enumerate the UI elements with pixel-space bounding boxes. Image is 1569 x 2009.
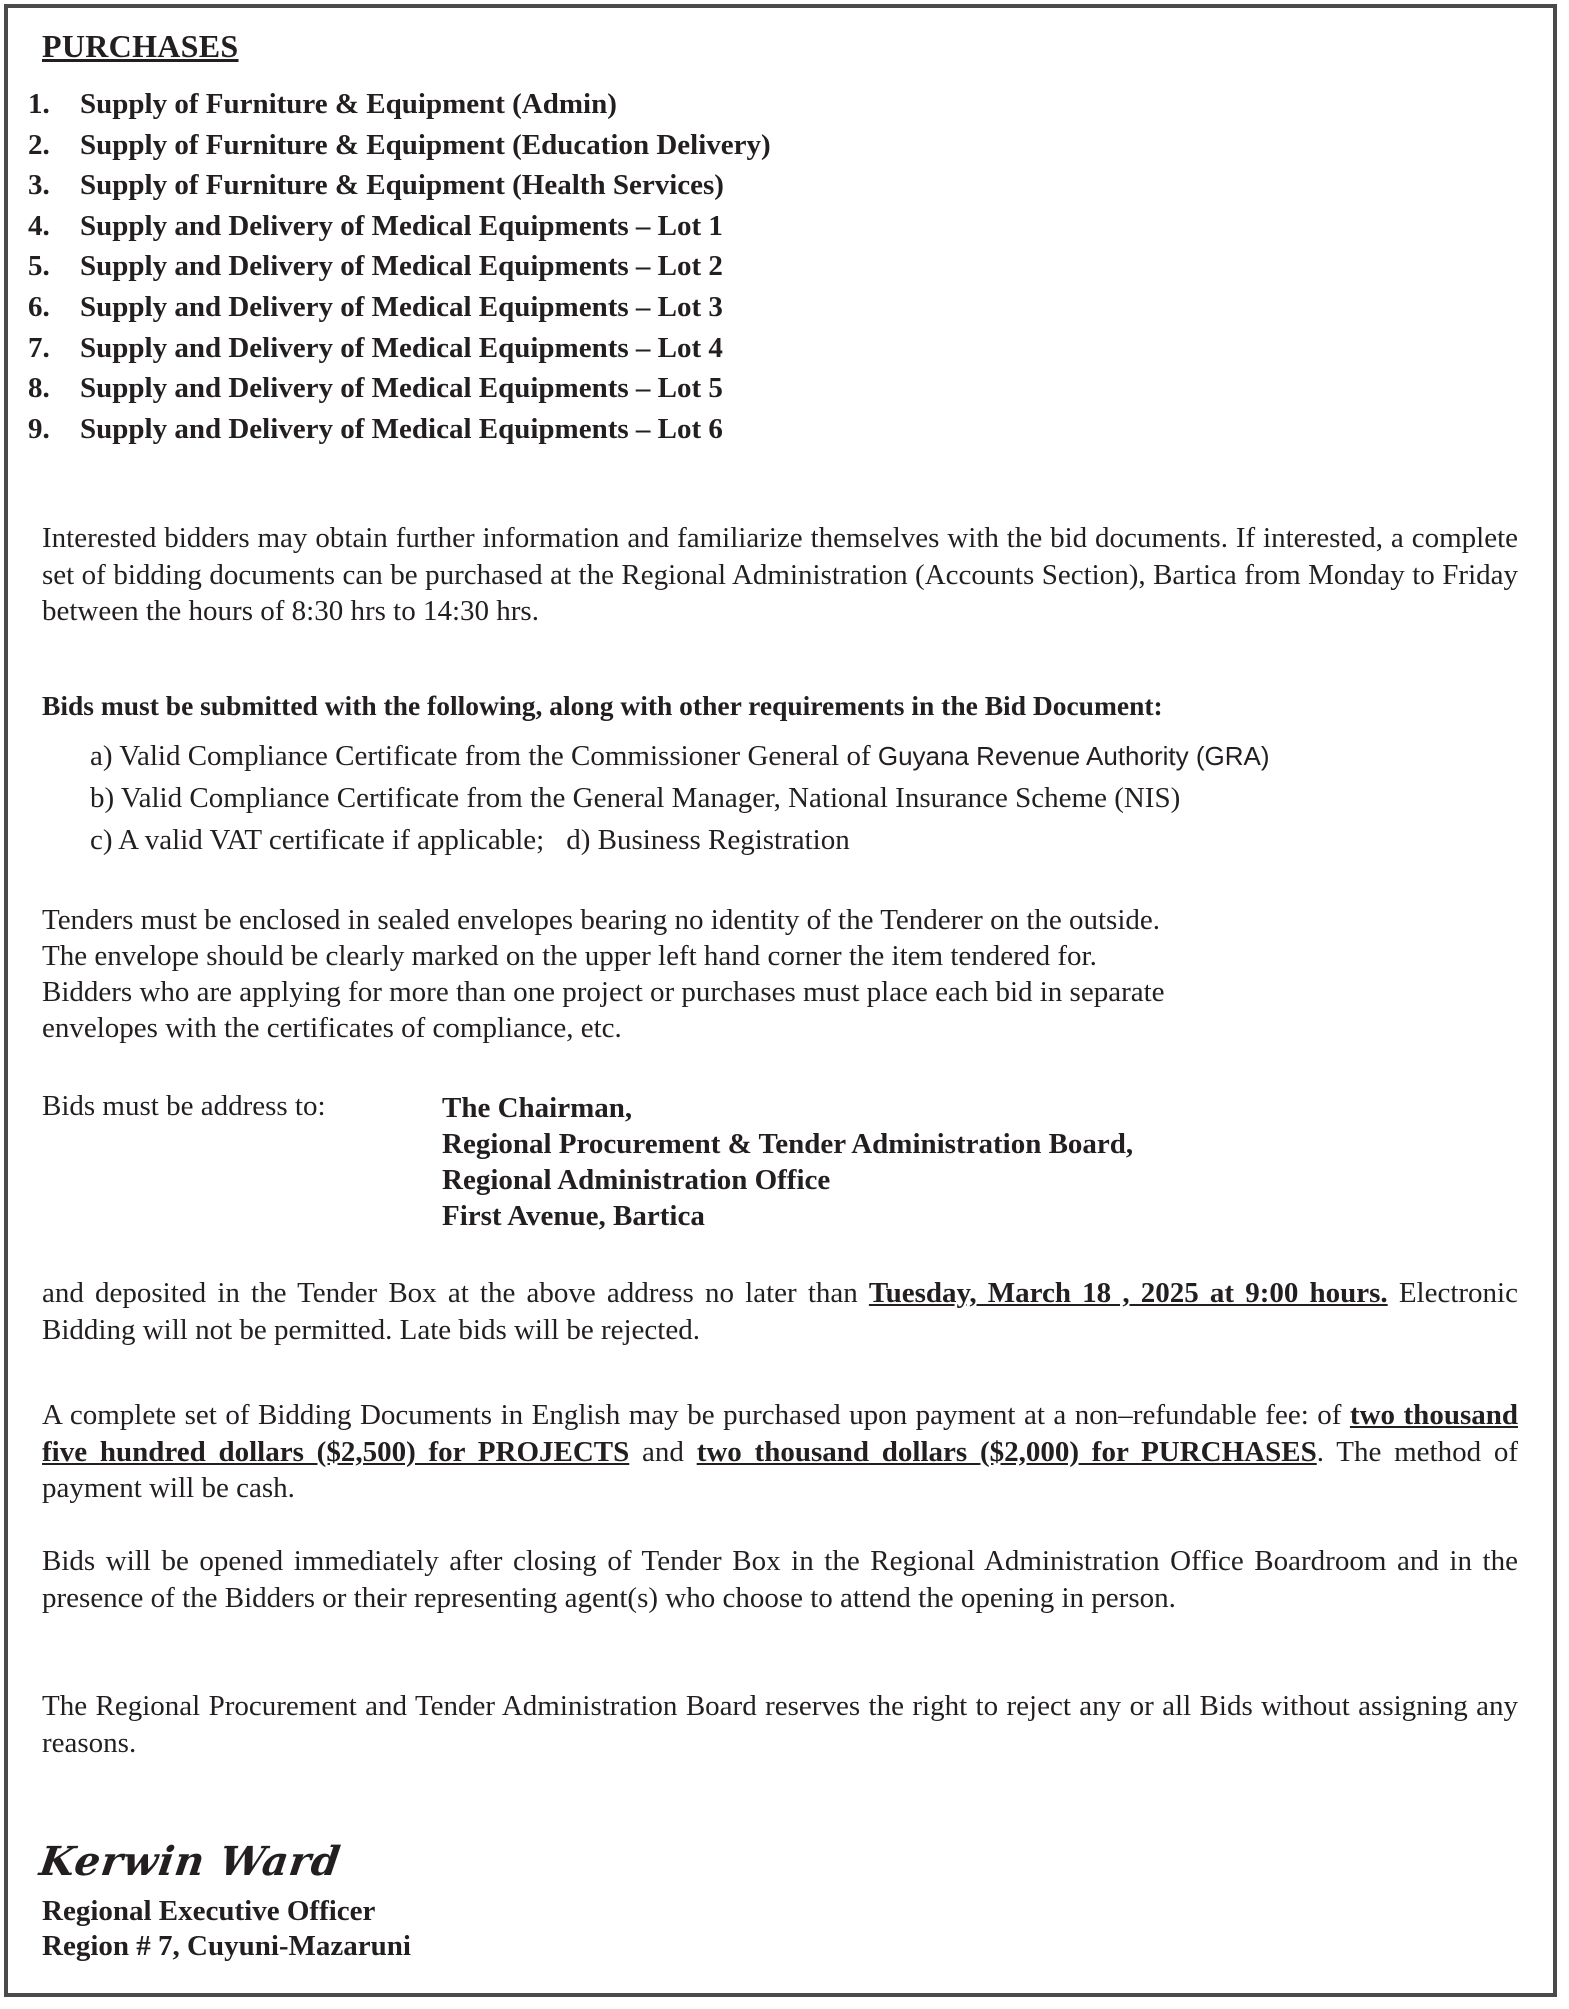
list-item: 8. Supply and Delivery of Medical Equipments – Lot 5 xyxy=(28,372,723,405)
tenders-line: envelopes with the certificates of compliance, etc. xyxy=(42,1012,622,1044)
tenders-line: Bidders who are applying for more than one project or purchases must place each bid in separate xyxy=(42,976,1165,1008)
deadline-date: Tuesday, March 18 , 2025 at 9:00 hours. xyxy=(868,1277,1388,1309)
requirement-a: a) Valid Compliance Certificate from the Commissioner General of Guyana Revenue Authority (GRA) xyxy=(90,740,1270,772)
list-item: 5. Supply and Delivery of Medical Equipments – Lot 2 xyxy=(28,250,723,283)
address-label: Bids must be address to: xyxy=(42,1090,326,1122)
requirement-c-d: c) A valid VAT certificate if applicable; d) Business Registration xyxy=(90,824,850,856)
deadline-paragraph: and deposited in the Tender Box at the above address no later than Tuesday, March 18 , 2025 at 9:00 hours. Electronic Bidding will not be permitted. Late bids will be rejected. xyxy=(42,1277,1518,1346)
projects-fee: two thousand five hundred dollars ($2,500) for PROJECTS xyxy=(42,1399,1518,1468)
opening-paragraph: Bids will be opened immediately after closing of Tender Box in the Regional Administration Office Boardroom and in the presence of the Bidders or their representing agent(s) who choose to attend the opening in person. xyxy=(42,1545,1518,1614)
list-item: 2. Supply of Furniture & Equipment (Education Delivery) xyxy=(28,128,771,161)
list-item: 9. Supply and Delivery of Medical Equipments – Lot 6 xyxy=(28,412,723,445)
address-line: Regional Procurement & Tender Administration Board, xyxy=(442,1128,1134,1160)
tenders-line: The envelope should be clearly marked on the upper left hand corner the item tendered for. xyxy=(42,940,1097,972)
tenders-line: Tenders must be enclosed in sealed envelopes bearing no identity of the Tenderer on the outside. xyxy=(42,904,1161,936)
requirements-heading: Bids must be submitted with the following, along with other requirements in the Bid Document: xyxy=(42,690,1163,721)
fee-paragraph: A complete set of Bidding Documents in English may be purchased upon payment at a non–refundable fee: of two thousand five hundred dollars ($2,500) for PROJECTS and two thousand dollars ($2,000) for PURCHASES. The method of payment will be cash. xyxy=(42,1399,1519,1504)
purchases-list xyxy=(28,84,771,449)
purchases-heading: PURCHASES xyxy=(42,28,239,64)
list-item: 3. Supply of Furniture & Equipment (Health Services) xyxy=(28,169,724,202)
address-line: First Avenue, Bartica xyxy=(442,1200,705,1232)
rights-paragraph: The Regional Procurement and Tender Administration Board reserves the right to reject any or all Bids without assigning any reasons. xyxy=(42,1690,1518,1759)
list-item: 6. Supply and Delivery of Medical Equipments – Lot 3 xyxy=(28,290,723,323)
list-item: 7. Supply and Delivery of Medical Equipments – Lot 4 xyxy=(28,331,723,364)
requirement-b: b) Valid Compliance Certificate from the General Manager, National Insurance Scheme (NIS) xyxy=(90,782,1181,814)
intro-paragraph: Interested bidders may obtain further information and familiarize themselves with the bid documents. If interested, a complete set of bidding documents can be purchased at the Regional Administration (Accounts Section), Bartica from Monday to Friday between the hours of 8:30 hrs to 14:30 hrs. xyxy=(42,522,1518,627)
officer-region: Region # 7, Cuyuni-Mazaruni xyxy=(42,1930,411,1962)
signatory-block xyxy=(42,1894,411,1964)
signature: Kerwin Ward xyxy=(36,1838,344,1885)
address-line: Regional Administration Office xyxy=(442,1164,831,1196)
purchases-fee: two thousand dollars ($2,000) for PURCHASES xyxy=(696,1435,1317,1468)
list-item: 1. Supply of Furniture & Equipment (Admin) xyxy=(28,88,617,120)
address-line: The Chairman, xyxy=(442,1092,633,1124)
officer-title: Regional Executive Officer xyxy=(42,1895,376,1927)
address-block xyxy=(442,1090,1133,1234)
list-item: 4. Supply and Delivery of Medical Equipments – Lot 1 xyxy=(28,209,723,242)
